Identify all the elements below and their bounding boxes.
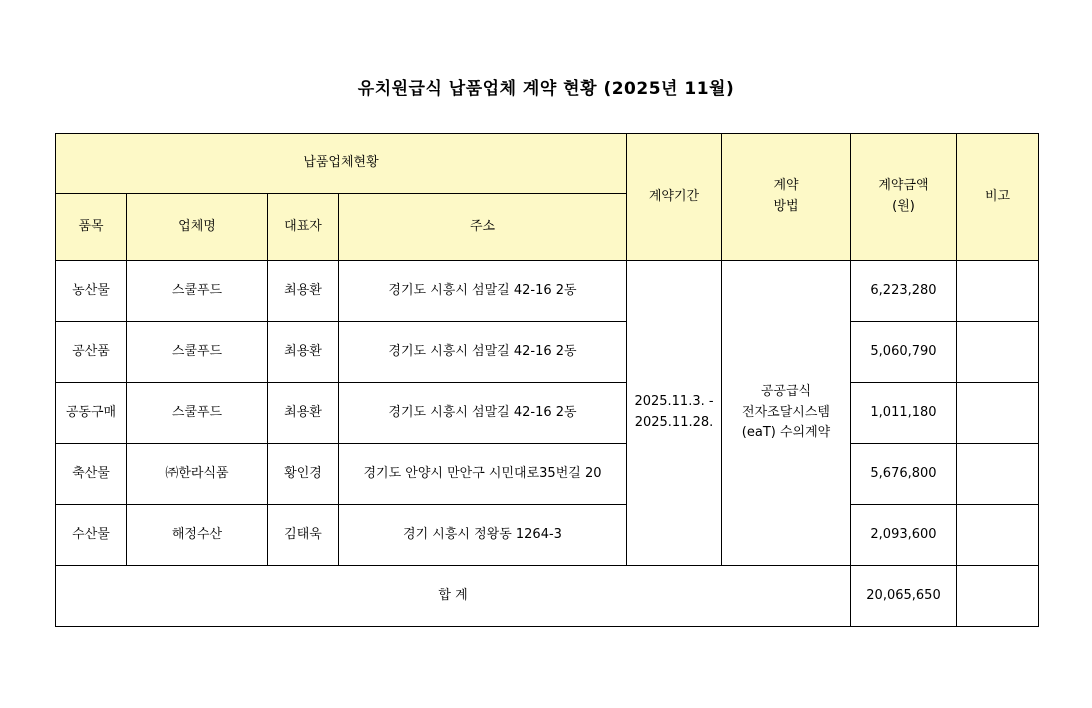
total-row [56, 566, 1039, 627]
contract-method-line1: 공공급식 [760, 383, 812, 399]
address-cell: 경기도 시흥시 섬말길 42-16 2동 [339, 322, 627, 383]
amount-cell: 1,011,180 [851, 383, 957, 444]
table-row [56, 322, 1039, 383]
item-header: 품목 [56, 194, 127, 261]
amount-cell: 5,060,790 [851, 322, 957, 383]
note-cell [957, 505, 1039, 566]
note-header: 비고 [957, 134, 1039, 261]
contract-method-cell [722, 261, 851, 566]
table-row [56, 505, 1039, 566]
header-row-top [56, 134, 1039, 194]
note-cell [957, 261, 1039, 322]
representative-header: 대표자 [268, 194, 339, 261]
contract-amount-header-line2: (원) [892, 199, 915, 214]
address-cell: 경기도 안양시 만안구 시민대로35번길 20 [339, 444, 627, 505]
representative-cell: 김태욱 [268, 505, 339, 566]
amount-cell: 2,093,600 [851, 505, 957, 566]
address-cell: 경기 시흥시 정왕동 1264-3 [339, 505, 627, 566]
total-label: 합 계 [56, 566, 851, 627]
contract-method-line3: (eaT) 수의계약 [741, 425, 831, 441]
item-cell: 축산물 [56, 444, 127, 505]
item-cell: 수산물 [56, 505, 127, 566]
address-cell: 경기도 시흥시 섬말길 42-16 2동 [339, 261, 627, 322]
total-amount: 20,065,650 [851, 566, 957, 627]
representative-cell: 최용환 [268, 322, 339, 383]
contract-method-header [722, 134, 851, 261]
total-note-cell [957, 566, 1039, 627]
company-cell: 스쿨푸드 [127, 322, 268, 383]
contract-period-cell [627, 261, 722, 566]
contract-method-line2: 전자조달시스템 [742, 404, 830, 420]
representative-cell: 최용환 [268, 383, 339, 444]
note-cell [957, 383, 1039, 444]
contract-period-end: 2025.11.28. [634, 415, 714, 430]
address-cell: 경기도 시흥시 섬말길 42-16 2동 [339, 383, 627, 444]
contract-period-header: 계약기간 [627, 134, 722, 261]
representative-cell: 황인경 [268, 444, 339, 505]
company-cell: 해정수산 [127, 505, 268, 566]
supplier-status-header: 납품업체현황 [56, 134, 627, 194]
company-cell: ㈜한라식품 [127, 444, 268, 505]
address-header: 주소 [339, 194, 627, 261]
contract-method-header-line1: 계약 [773, 178, 799, 194]
contract-amount-header-line1: 계약금액 [878, 178, 929, 194]
contract-amount-header [851, 134, 957, 261]
company-cell: 스쿨푸드 [127, 261, 268, 322]
company-header: 업체명 [127, 194, 268, 261]
item-cell: 공산품 [56, 322, 127, 383]
company-cell: 스쿨푸드 [127, 383, 268, 444]
amount-cell: 6,223,280 [851, 261, 957, 322]
table-row [56, 383, 1039, 444]
contract-table [55, 133, 1039, 627]
item-cell: 공동구매 [56, 383, 127, 444]
table-row [56, 444, 1039, 505]
note-cell [957, 322, 1039, 383]
note-cell [957, 444, 1039, 505]
representative-cell: 최용환 [268, 261, 339, 322]
item-cell: 농산물 [56, 261, 127, 322]
amount-cell: 5,676,800 [851, 444, 957, 505]
table-row [56, 261, 1039, 322]
contract-method-header-line2: 방법 [773, 199, 799, 214]
contract-period-start: 2025.11.3. - [634, 394, 714, 410]
page-title: 유치원급식 납품업체 계약 현황 (2025년 11월) [357, 79, 735, 99]
